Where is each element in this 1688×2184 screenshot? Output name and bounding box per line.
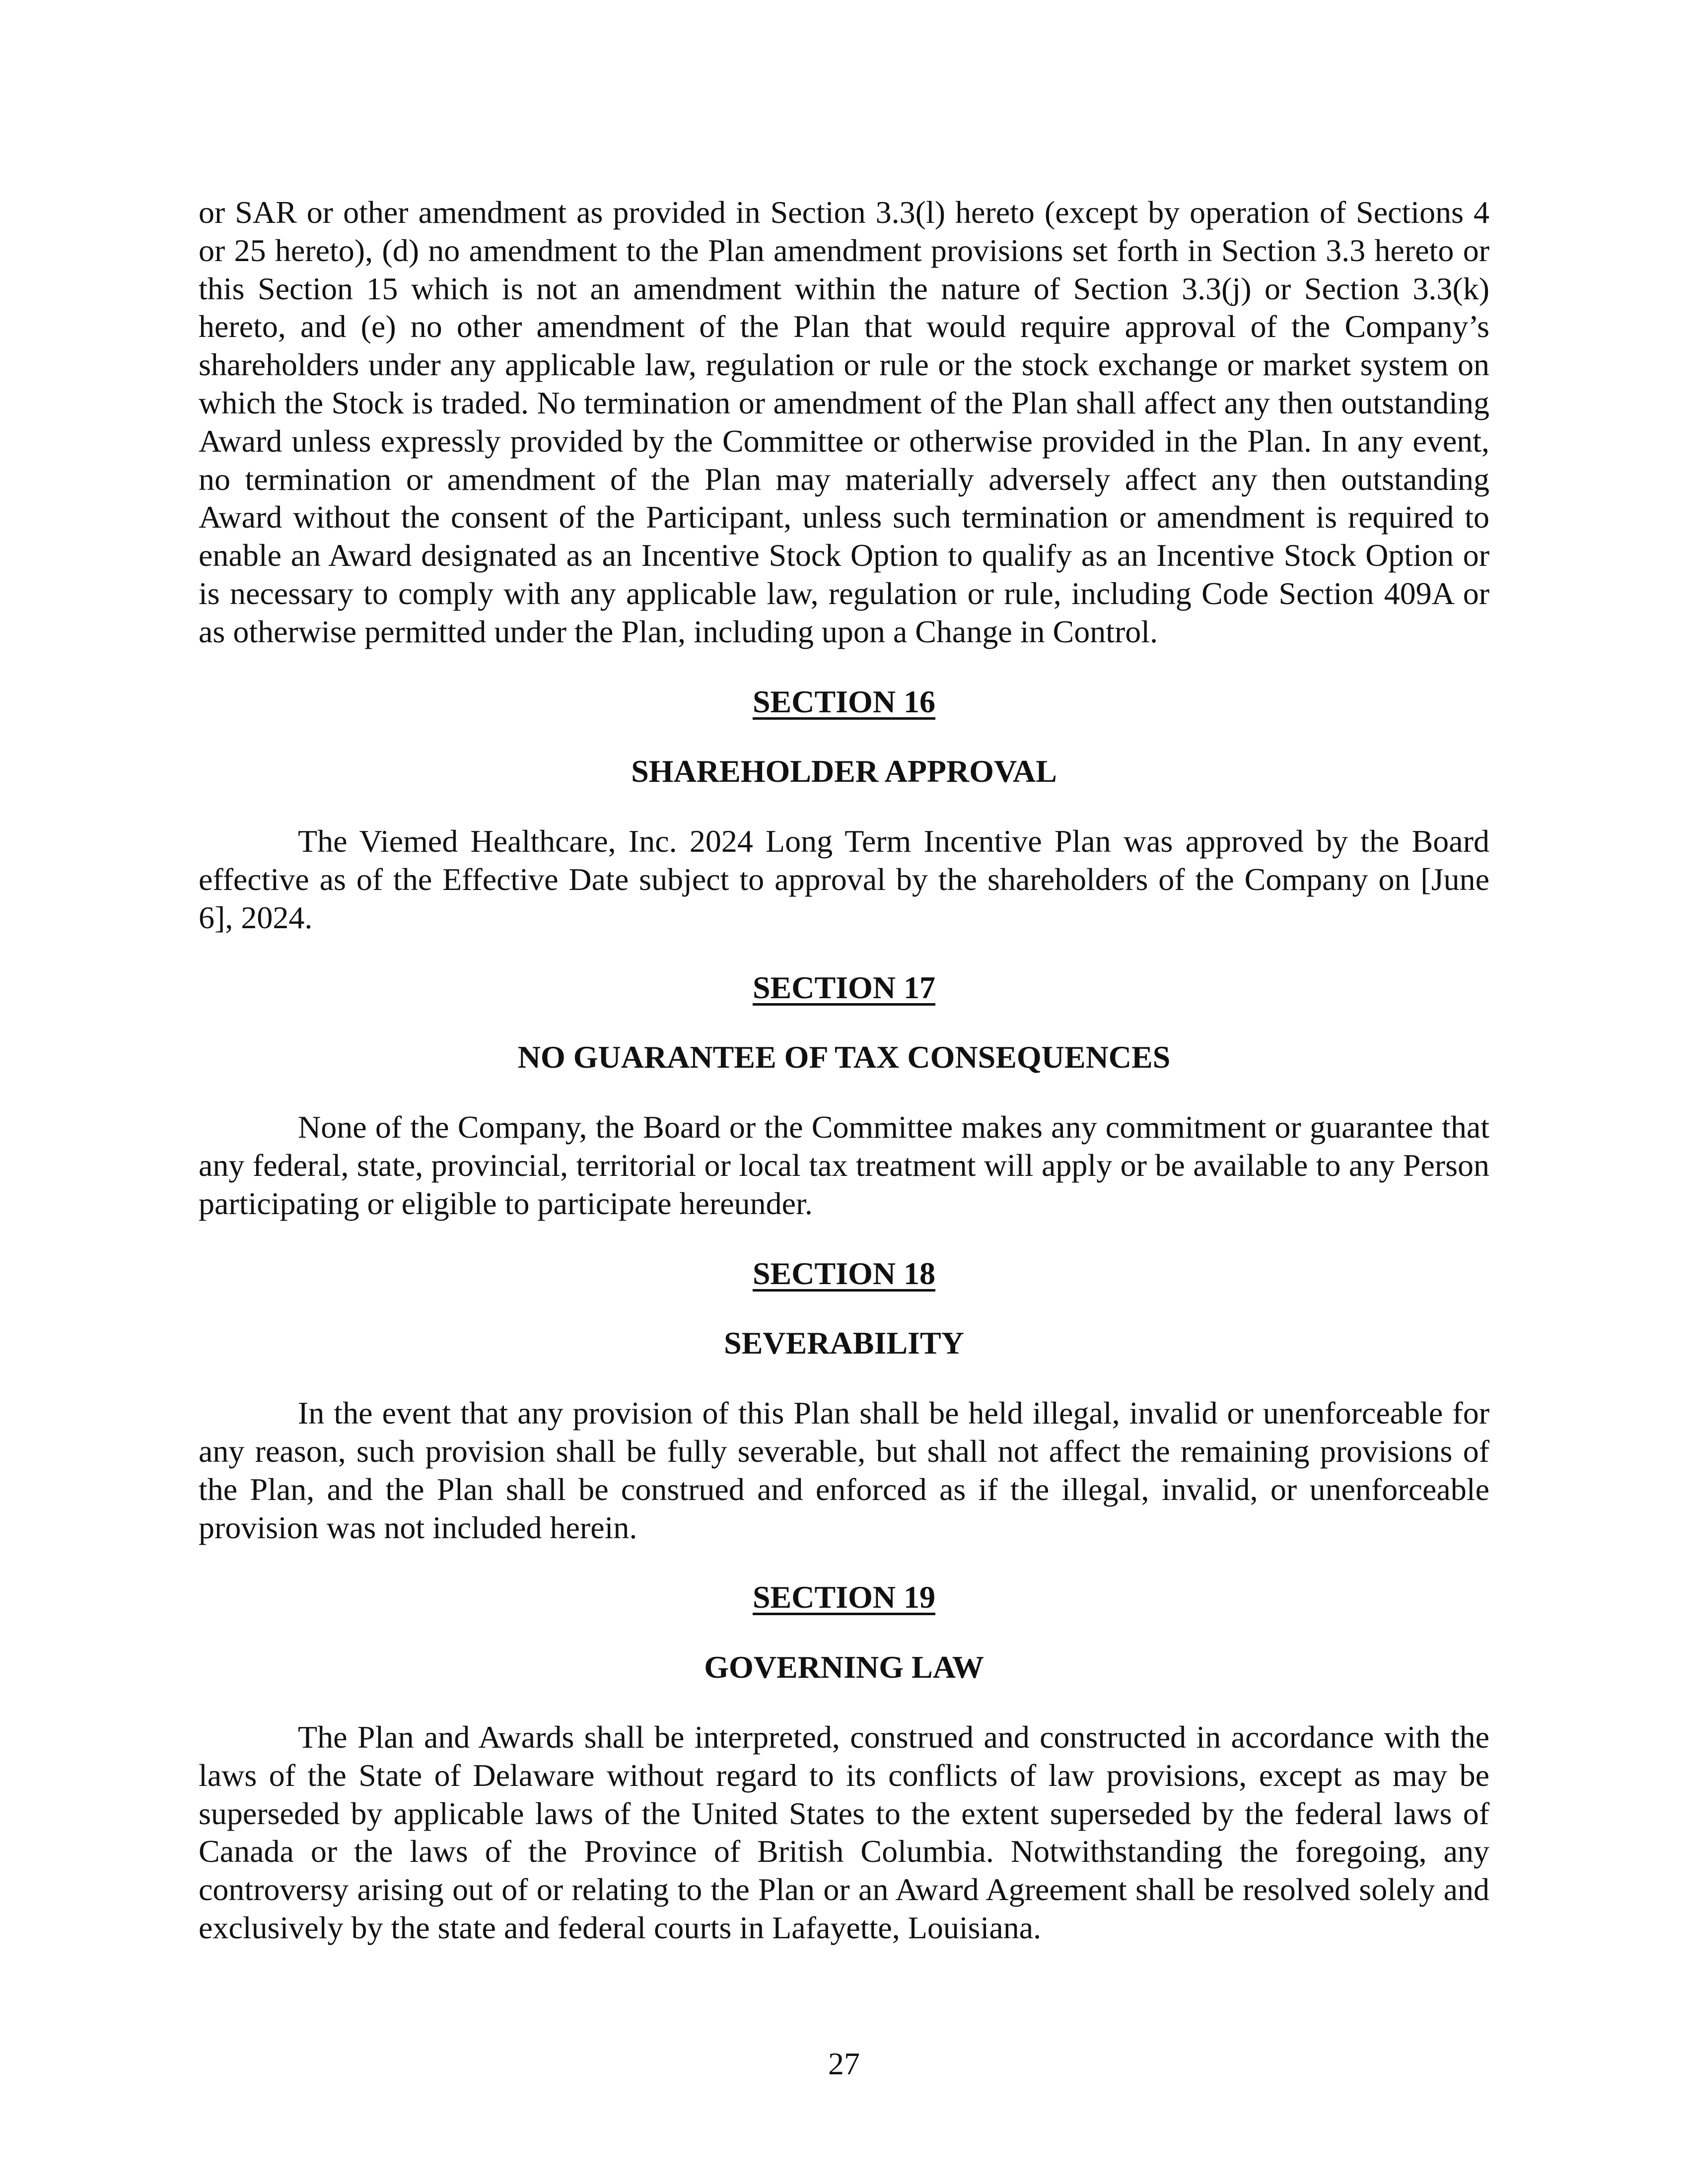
page-number: 27 <box>828 2046 860 2081</box>
section-19-body: The Plan and Awards shall be interpreted, construed and constructed in accordance with the laws of the State of Delaware without regard to its conflicts of law provisions, except as may be superseded by applicable laws of the United States to the extent superseded by the federal laws of Canada or the laws of the Province of British Columbia. Notwithstanding the foregoing, any controversy arising out of or relating to the Plan or an Award Agreement shall be resolved solely and exclusively by the state and federal courts in Lafayette, Louisiana. <box>199 1719 1489 1945</box>
section-19-title: GOVERNING LAW <box>704 1649 984 1685</box>
section-17-body: None of the Company, the Board or the Committee makes any commitment or guarantee that any federal, state, provincial, territorial or local tax treatment will apply or be available to any Person participating or eligible to participate hereunder. <box>199 1109 1489 1221</box>
section-18 <box>199 1255 1489 1547</box>
section-16-body: The Viemed Healthcare, Inc. 2024 Long Term Incentive Plan was approved by the Board effective as of the Effective Date subject to approval by the shareholders of the Company on [June 6], 2024. <box>199 823 1489 935</box>
document-page <box>199 194 1489 1947</box>
section-18-title: SEVERABILITY <box>724 1325 964 1361</box>
section-19-number: SECTION 19 <box>752 1579 936 1615</box>
section-18-number: SECTION 18 <box>752 1255 936 1291</box>
intro-paragraph: or SAR or other amendment as provided in Section 3.3(l) hereto (except by operation of Sections 4 or 25 hereto), (d) no amendment to the Plan amendment provisions set forth in Section 3.3 hereto or this Section 15 which is not an amendment within the nature of Section 3.3(j) or Section 3.3(k) hereto, and (e) no other amendment of the Plan that would require approval of the Company’s shareholders under any applicable law, regulation or rule or the stock exchange or market system on which the Stock is traded. No termination or amendment of the Plan shall affect any then outstanding Award unless expressly provided by the Committee or otherwise provided in the Plan. In any event, no termination or amendment of the Plan may materially adversely affect any then outstanding Award without the consent of the Participant, unless such termination or amendment is required to enable an Award designated as an Incentive Stock Option to qualify as an Incentive Stock Option or is necessary to comply with any applicable law, regulation or rule, including Code Section 409A or as otherwise permitted under the Plan, including upon a Change in Control. <box>199 195 1489 649</box>
section-16 <box>199 683 1489 937</box>
section-19 <box>199 1578 1489 1947</box>
section-17-title: NO GUARANTEE OF TAX CONSEQUENCES <box>517 1039 1171 1075</box>
section-18-body: In the event that any provision of this Plan shall be held illegal, invalid or unenforceable for any reason, such provision shall be fully severable, but shall not affect the remaining provisions of the Plan, and the Plan shall be construed and enforced as if the illegal, invalid, or unenforceable provision was not included herein. <box>199 1395 1489 1545</box>
section-16-number: SECTION 16 <box>752 683 936 719</box>
section-17 <box>199 969 1489 1223</box>
section-16-title: SHAREHOLDER APPROVAL <box>631 753 1057 789</box>
section-17-number: SECTION 17 <box>752 969 936 1005</box>
